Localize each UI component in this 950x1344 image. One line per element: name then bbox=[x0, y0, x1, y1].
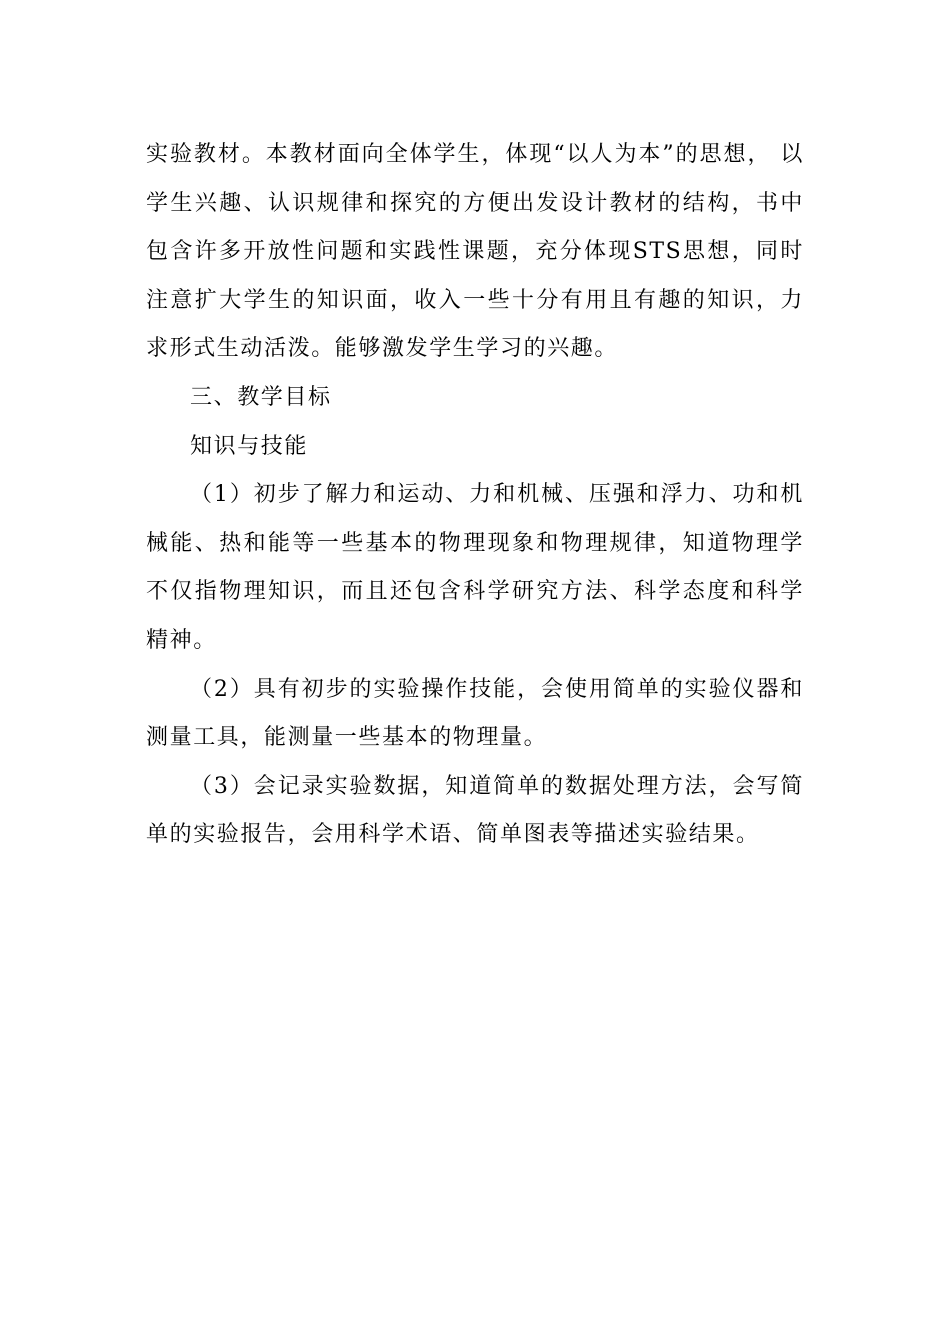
paragraph-textbook-intro: 实验教材。本教材面向全体学生，体现“以人为本”的思想， 以学生兴趣、认识规律和探究的方便出发设计教材的结构，书中包含许多开放性问题和实践性课题，充分体现STS思想，同时注意扩大学生的知识面，收入一些十分有用且有趣的知识，力求形式生动活泼。能够激发学生学习的兴趣。 bbox=[146, 142, 804, 362]
document-body bbox=[146, 131, 804, 860]
subheading-knowledge-skills: 知识与技能 bbox=[190, 433, 309, 459]
list-item-goal-2: （2）具有初步的实验操作技能，会使用简单的实验仪器和测量工具，能测量一些基本的物理量。 bbox=[146, 676, 804, 751]
list-item-goal-1: （1）初步了解力和运动、力和机械、压强和浮力、功和机械能、热和能等一些基本的物理现象和物理规律，知道物理学不仅指物理知识，而且还包含科学研究方法、科学态度和科学精神。 bbox=[146, 482, 804, 653]
list-item-goal-3: （3）会记录实验数据，知道简单的数据处理方法，会写简单的实验报告，会用科学术语、简单图表等描述实验结果。 bbox=[146, 773, 804, 848]
section-heading-teaching-goals: 三、教学目标 bbox=[190, 384, 332, 410]
